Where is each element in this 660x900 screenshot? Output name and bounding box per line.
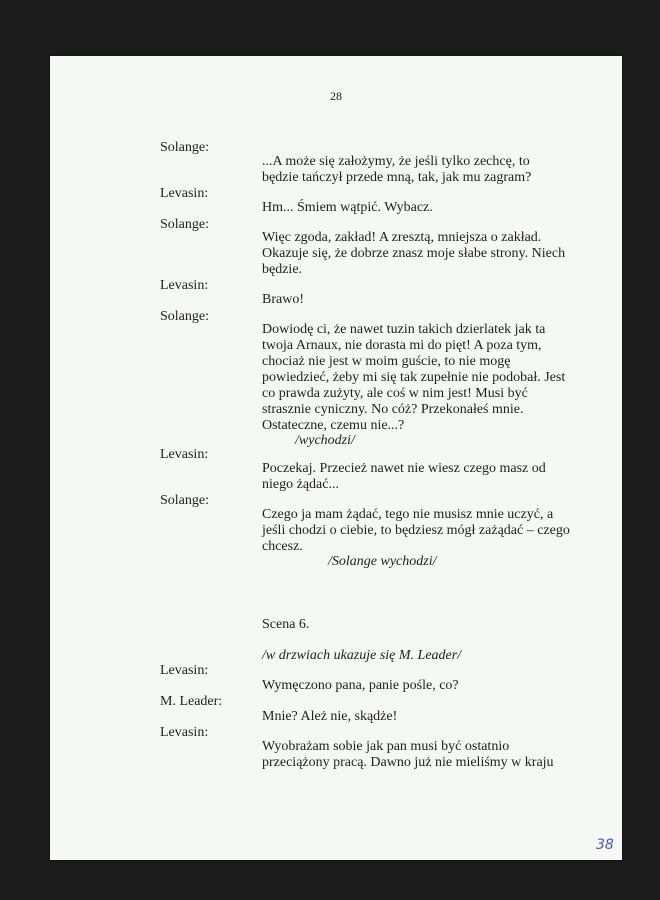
- dialogue-line: Poczekaj. Przecież nawet nie wiesz czego masz od: [262, 461, 546, 476]
- handwritten-page-number: 38: [596, 837, 614, 853]
- speaker-label: Levasin:: [160, 725, 209, 740]
- dialogue-line: twoja Arnaux, nie dorasta mi do pięt! A poza tym,: [262, 338, 542, 353]
- speaker-label: Solange:: [160, 217, 209, 232]
- stage-direction: /wychodzi/: [295, 433, 355, 448]
- dialogue-line: chociaż nie jest w moim guście, to nie mogę: [262, 354, 511, 369]
- speaker-label: Levasin:: [160, 663, 209, 678]
- dialogue-line: będzie.: [262, 262, 303, 277]
- dialogue-line: ...A może się założymy, że jeśli tylko zechcę, to: [262, 154, 530, 169]
- dialogue-line: Okazuje się, że dobrze znasz moje słabe strony. Niech: [262, 246, 566, 261]
- dialogue-line: Więc zgoda, zakład! A zresztą, mniejsza o zakład.: [262, 230, 542, 245]
- dialogue-line: niego żądać...: [262, 477, 339, 492]
- dialogue-line: będzie tańczył przede mną, tak, jak mu zagram?: [262, 170, 532, 185]
- dialogue-line: Ostateczne, czemu nie...?: [262, 418, 405, 433]
- speaker-label: Solange:: [160, 493, 209, 508]
- speaker-label: Levasin:: [160, 278, 209, 293]
- document-page: [50, 56, 622, 860]
- dialogue-line: co prawda zużyty, ale coś w nim jest! Musi być: [262, 386, 528, 401]
- dialogue-line: Wyobrażam sobie jak pan musi być ostatnio: [262, 739, 510, 754]
- dialogue-line: chcesz.: [262, 539, 303, 554]
- speaker-label: Solange:: [160, 309, 209, 324]
- page-number: 28: [330, 89, 342, 103]
- speaker-label: Levasin:: [160, 447, 209, 462]
- stage-direction: /w drzwiach ukazuje się M. Leader/: [262, 648, 462, 663]
- dialogue-line: strasznie cyniczny. No cóż? Przekonałeś mnie.: [262, 402, 524, 417]
- dialogue-line: jeśli chodzi o ciebie, to będziesz mógł zażądać – czego: [262, 523, 570, 538]
- dialogue-line: Wymęczono pana, panie pośle, co?: [262, 678, 459, 693]
- speaker-label: Levasin:: [160, 186, 209, 201]
- speaker-label: Solange:: [160, 140, 209, 155]
- stage-direction: /Solange wychodzi/: [328, 554, 437, 569]
- dialogue-line: powiedzieć, żeby mi się tak zupełnie nie podobał. Jest: [262, 370, 566, 385]
- dialogue-line: przeciążony pracą. Dawno już nie mieliśmy w kraju: [262, 755, 554, 770]
- speaker-label: M. Leader:: [160, 694, 223, 709]
- dialogue-line: Dowiodę ci, że nawet tuzin takich dzierlatek jak ta: [262, 322, 546, 337]
- scene-heading: Scena 6.: [262, 617, 310, 632]
- dialogue-line: Mnie? Ależ nie, skądże!: [262, 709, 398, 724]
- dialogue-line: Hm... Śmiem wątpić. Wybacz.: [262, 200, 433, 215]
- dialogue-line: Brawo!: [262, 292, 304, 307]
- dialogue-line: Czego ja mam żądać, tego nie musisz mnie uczyć, a: [262, 507, 554, 522]
